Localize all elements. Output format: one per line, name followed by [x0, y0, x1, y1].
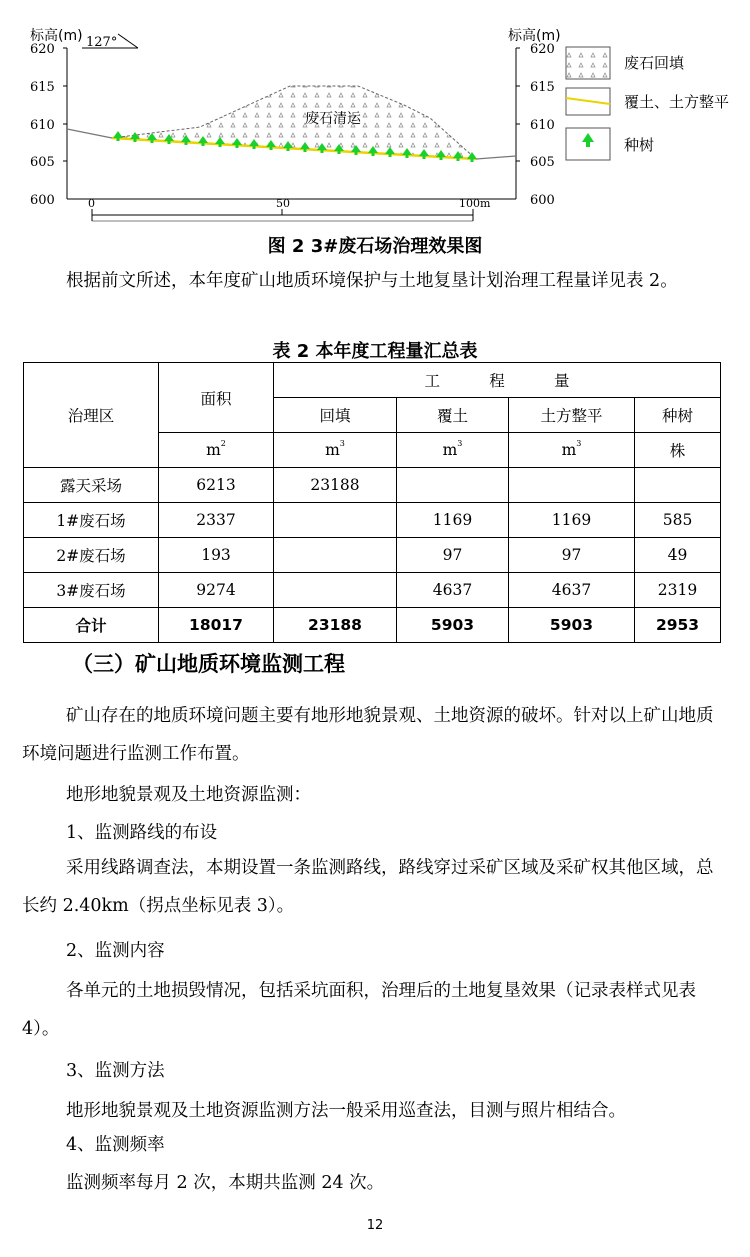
- cell-area: 2337: [159, 503, 274, 538]
- left-tick-615: 615: [30, 80, 55, 95]
- total-backfill: 23188: [274, 608, 397, 643]
- intro-paragraph: 根据前文所述，本年度矿山地质环境保护与土地复垦计划治理工程量详见表 2。: [66, 271, 678, 291]
- legend-tree-icon: [582, 133, 594, 147]
- table-total-row: [24, 608, 721, 643]
- cell-backfill: 23188: [274, 468, 397, 503]
- unit-area: $m^2$: [159, 433, 274, 468]
- total-area: 18017: [159, 608, 274, 643]
- paragraph-6: 各单元的土地损毁情况，包括采坑面积，治理后的土地复垦效果（记录表样式见表 4）。: [22, 981, 696, 1039]
- right-axis-label: 标高(m): [508, 28, 561, 44]
- paragraph-4: 采用线路调查法，本期设置一条监测路线，路线穿过采矿区域及采矿权其他区域，总长约 2.40km（拐点坐标见表 3）。: [22, 858, 714, 916]
- paragraph-9: 4、监测频率: [66, 1135, 165, 1155]
- legend-tree-label: 种树: [624, 136, 655, 154]
- cell-leveling: 97: [509, 538, 635, 573]
- cell-area: 193: [159, 538, 274, 573]
- section-heading: （三）矿山地质环境监测工程: [72, 652, 345, 676]
- header-quantity: 工 程 量: [274, 363, 721, 398]
- table-row: [24, 468, 721, 503]
- cell-backfill: [274, 503, 397, 538]
- cell-leveling: 4637: [509, 573, 635, 608]
- paragraph-7: 3、监测方法: [66, 1061, 165, 1081]
- table-row: [24, 503, 721, 538]
- figure-legend: [566, 47, 729, 160]
- paragraph-10: 监测频率每月 2 次，本期共监测 24 次。: [66, 1173, 385, 1193]
- quantity-table: [23, 362, 721, 643]
- right-tick-620: 620: [530, 42, 555, 57]
- scale-tick-0: 0: [88, 197, 95, 210]
- cell-planting: 49: [635, 538, 721, 573]
- left-tick-620: 620: [30, 42, 55, 57]
- header-cover: 覆土: [397, 398, 509, 433]
- page-number: 12: [366, 1218, 384, 1233]
- header-backfill: 回填: [274, 398, 397, 433]
- legend-cover-label: 覆土、土方整平: [624, 93, 730, 111]
- paragraph-5: 2、监测内容: [66, 941, 165, 961]
- legend-backfill-label: 废石回填: [624, 54, 685, 72]
- cell-cover: 97: [397, 538, 509, 573]
- waste-rock-area-label: 废石清运: [305, 111, 361, 127]
- header-leveling: 土方整平: [509, 398, 635, 433]
- total-cover: 5903: [397, 608, 509, 643]
- scale-tick-50: 50: [276, 197, 290, 210]
- header-zone: 治理区: [24, 363, 159, 468]
- paragraph-3: 1、监测路线的布设: [66, 823, 218, 843]
- total-leveling: 5903: [509, 608, 635, 643]
- unit-cover: $m^3$: [397, 433, 509, 468]
- cell-planting: [635, 468, 721, 503]
- right-tick-605: 605: [530, 155, 555, 170]
- paragraph-2: 地形地貌景观及土地资源监测：: [66, 785, 311, 805]
- paragraph-8: 地形地貌景观及土地资源监测方法一般采用巡查法，目测与照片相结合。: [66, 1101, 626, 1121]
- right-tick-600: 600: [530, 193, 555, 208]
- left-tick-605: 605: [30, 155, 55, 170]
- header-planting: 种树: [635, 398, 721, 433]
- cell-planting: 585: [635, 503, 721, 538]
- right-tick-610: 610: [530, 118, 555, 133]
- cell-cover: [397, 468, 509, 503]
- cell-zone: 1#废石场: [24, 503, 159, 538]
- unit-leveling: $m^3$: [509, 433, 635, 468]
- total-planting: 2953: [635, 608, 721, 643]
- scale-tick-100: 100m: [459, 197, 491, 210]
- unit-planting: 株: [635, 433, 721, 468]
- cell-area: 9274: [159, 573, 274, 608]
- left-tick-600: 600: [30, 193, 55, 208]
- cell-zone: 露天采场: [24, 468, 159, 503]
- cell-backfill: [274, 573, 397, 608]
- header-area: 面积: [159, 363, 274, 433]
- cell-zone: 2#废石场: [24, 538, 159, 573]
- table-caption: 表 2 本年度工程量汇总表: [272, 341, 478, 362]
- cell-cover: 4637: [397, 573, 509, 608]
- cell-zone: 3#废石场: [24, 573, 159, 608]
- unit-backfill: $m^3$: [274, 433, 397, 468]
- cell-cover: 1169: [397, 503, 509, 538]
- paragraph-1: 矿山存在的地质环境问题主要有地形地貌景观、土地资源的破坏。针对以上矿山地质环境问题进行监测工作布置。: [22, 706, 714, 764]
- left-tick-610: 610: [30, 118, 55, 133]
- table-row: [24, 573, 721, 608]
- cross-section-figure: [0, 0, 750, 230]
- cell-area: 6213: [159, 468, 274, 503]
- cell-leveling: 1169: [509, 503, 635, 538]
- cell-planting: 2319: [635, 573, 721, 608]
- left-axis-label: 标高(m): [30, 28, 83, 44]
- figure-caption: 图 2 3#废石场治理效果图: [267, 236, 483, 257]
- right-tick-615: 615: [530, 80, 555, 95]
- total-zone: 合计: [24, 608, 159, 643]
- slope-angle-label: 127°: [86, 35, 118, 50]
- table-row: [24, 538, 721, 573]
- cell-backfill: [274, 538, 397, 573]
- cell-leveling: [509, 468, 635, 503]
